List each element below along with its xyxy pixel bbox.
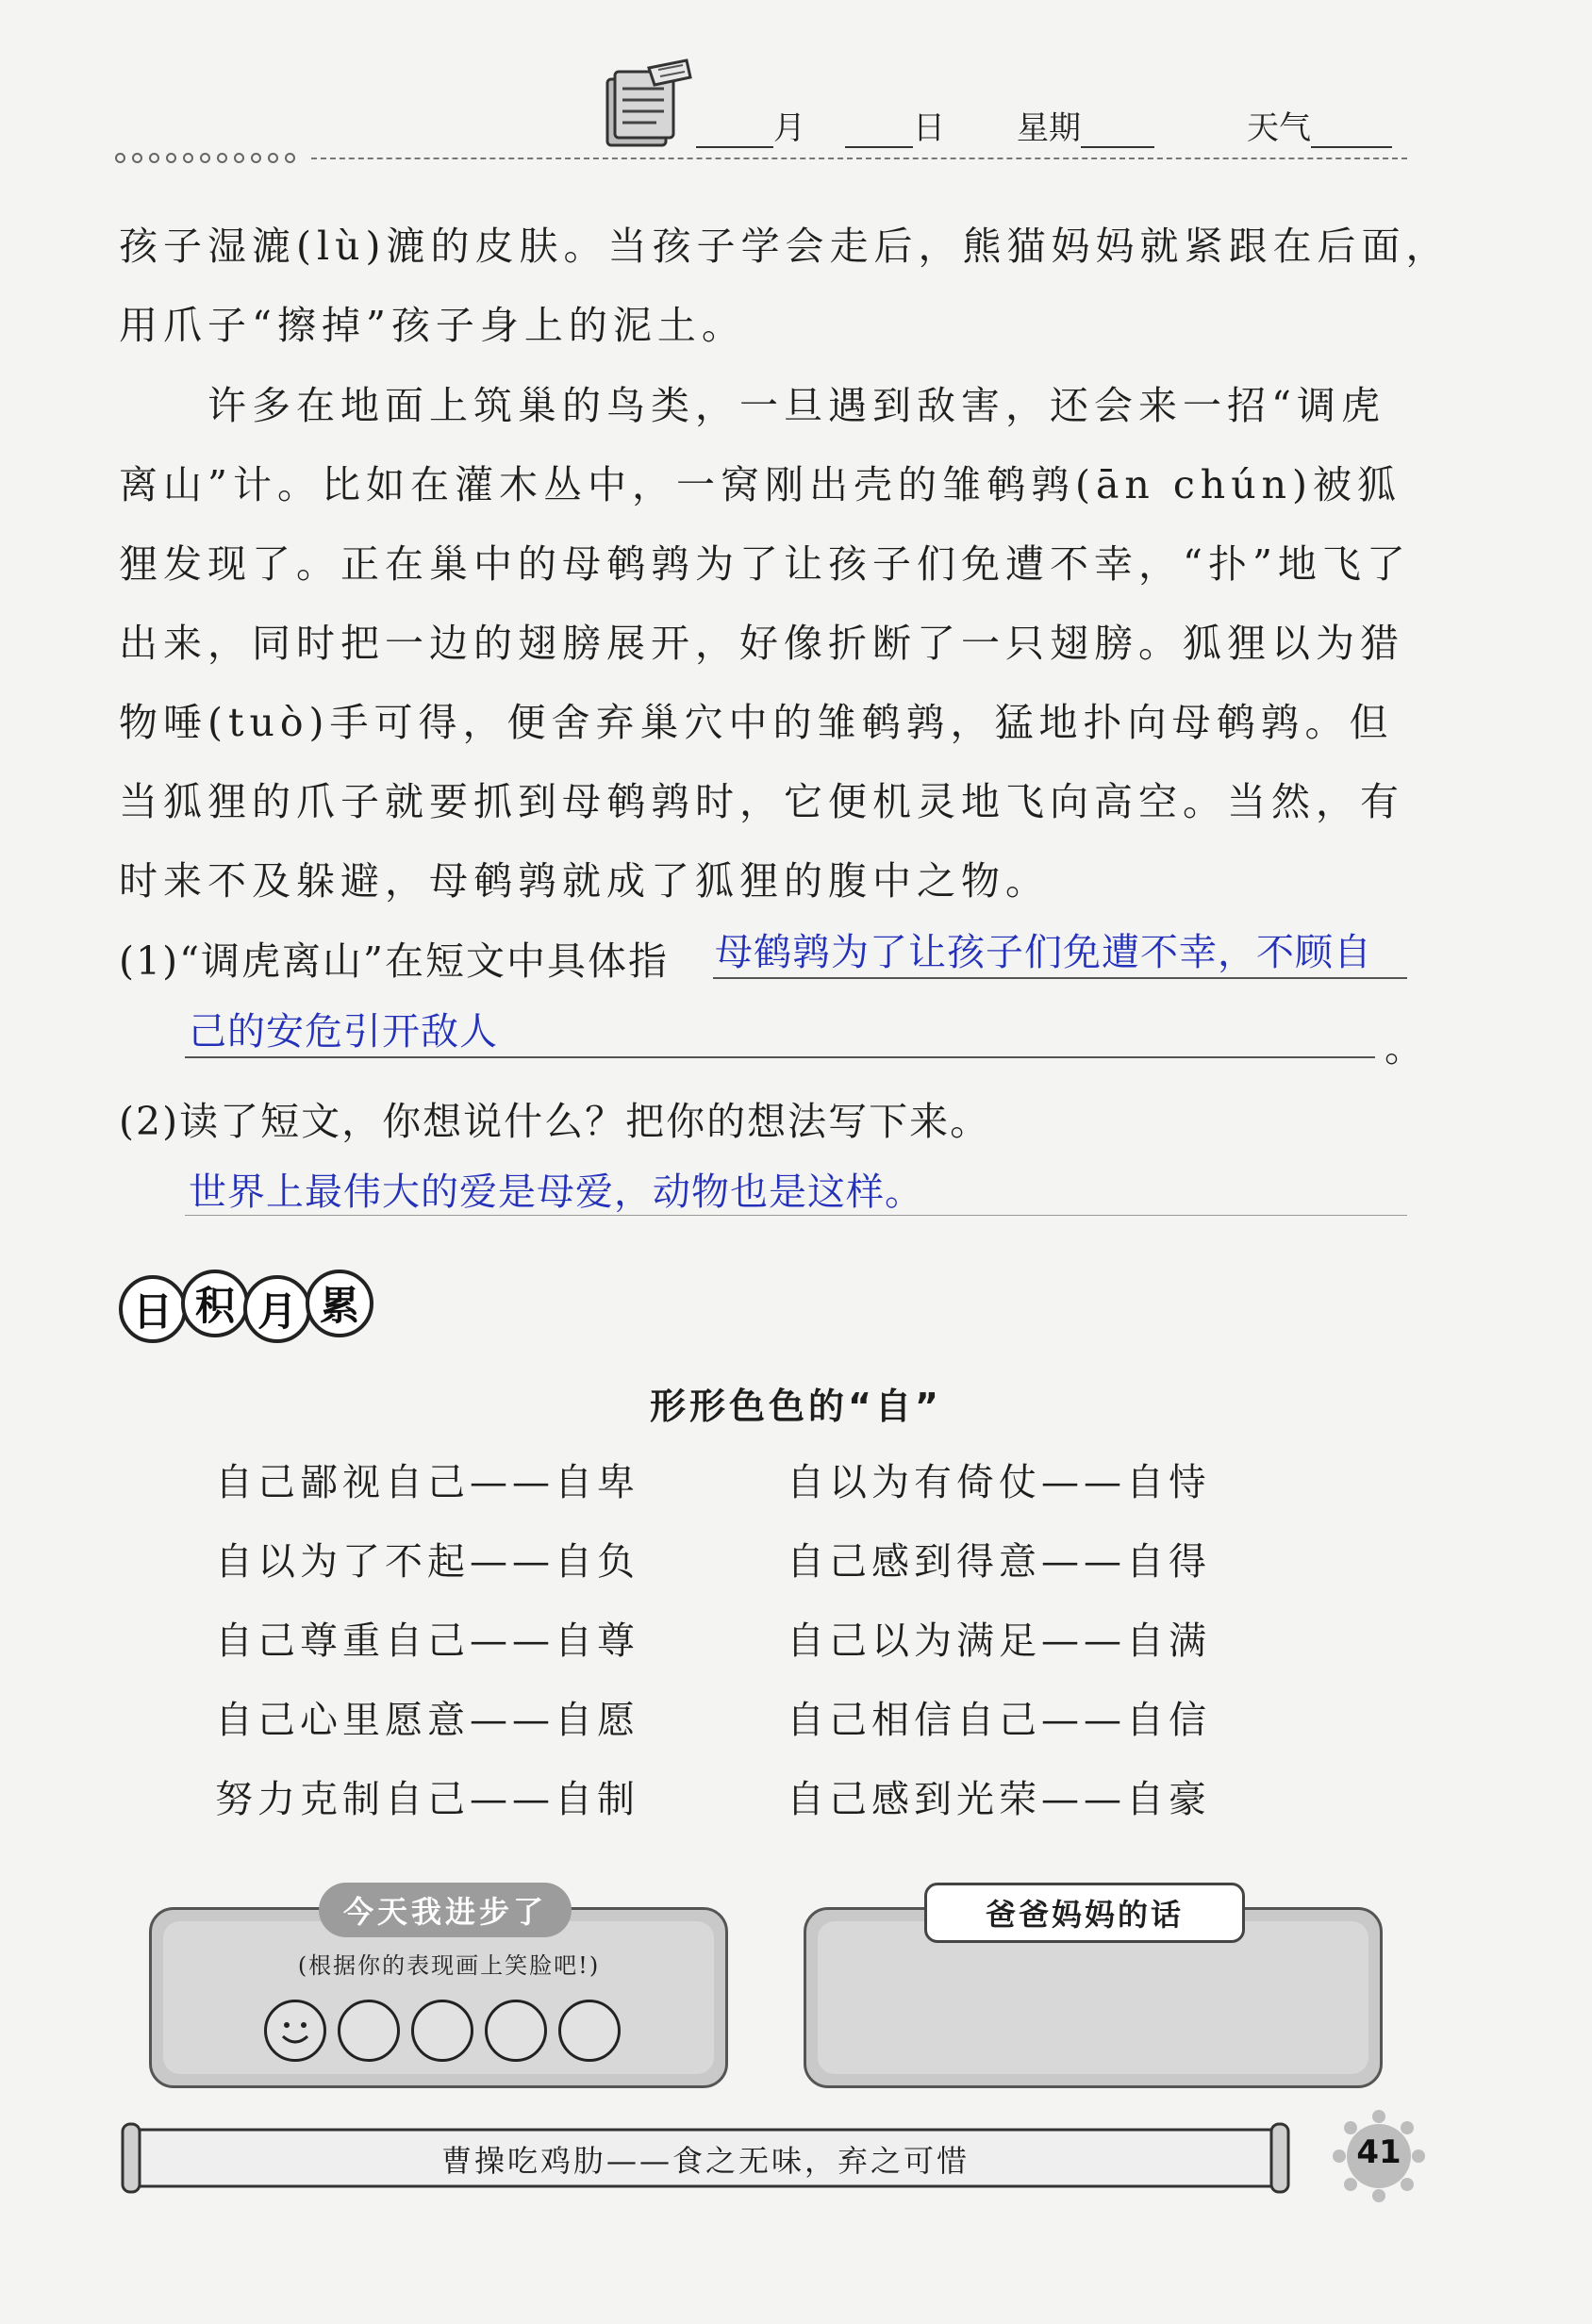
idiom-item: 自己以为满足——自满	[787, 1619, 1211, 1663]
empty-face-circle[interactable]	[338, 2000, 400, 2062]
page-number: 41	[1356, 2133, 1401, 2171]
idiom-item: 自己尊重自己——自尊	[215, 1619, 639, 1663]
empty-face-circle[interactable]	[485, 2000, 547, 2062]
badge-char: 日	[119, 1275, 187, 1343]
idiom-item: 自己感到得意——自得	[787, 1540, 1211, 1584]
passage-line: 孩子湿漉(lù)漉的皮肤。当孩子学会走后，熊猫妈妈就紧跟在后面，	[119, 224, 1451, 269]
footer-saying: 曹操吃鸡肋——食之无味，弃之可惜	[440, 2143, 970, 2179]
badge-char: 积	[181, 1270, 249, 1337]
passage-line: 用爪子“擦掉”孩子身上的泥土。	[119, 303, 746, 348]
smiley-faces	[264, 2000, 621, 2062]
question-1-answer-line-2: 己的安危引开敌人	[189, 1010, 498, 1054]
answer-line	[185, 1215, 1407, 1216]
section-badge	[119, 1275, 368, 1343]
question-2-answer: 世界上最伟大的爱是母爱，动物也是这样。	[189, 1170, 923, 1214]
idiom-item: 自己鄙视自己——自卑	[215, 1461, 639, 1504]
header-dots	[115, 153, 295, 163]
answer-line	[713, 977, 1407, 979]
answer-line	[185, 1056, 1375, 1058]
parents-box-title: 爸爸妈妈的话	[924, 1883, 1245, 1943]
question-1-end-mark: 。	[1385, 1025, 1429, 1071]
idiom-item: 自己心里愿意——自愿	[215, 1699, 639, 1742]
idiom-item: 自以为了不起——自负	[215, 1540, 639, 1584]
smiley-face-icon[interactable]	[264, 2000, 326, 2062]
badge-char: 累	[306, 1270, 373, 1337]
weather: 天气	[1247, 102, 1392, 148]
section-title: 形形色色的“自”	[650, 1386, 942, 1427]
empty-face-circle[interactable]	[558, 2000, 621, 2062]
idiom-item: 自己相信自己——自信	[787, 1699, 1211, 1742]
badge-char: 月	[243, 1275, 311, 1343]
idiom-item: 自己感到光荣——自豪	[787, 1778, 1211, 1821]
progress-box-subtitle: (根据你的表现画上笑脸吧!)	[297, 1952, 601, 1979]
idiom-item: 自以为有倚仗——自恃	[787, 1461, 1211, 1504]
question-1-answer-line-1: 母鹤鹑为了让孩子们免遭不幸，不顾自	[715, 931, 1372, 974]
empty-face-circle[interactable]	[411, 2000, 473, 2062]
date-weekday: 星期	[1017, 102, 1154, 148]
notebook-icon	[600, 58, 694, 149]
question-1-prompt: (1)“调虎离山”在短文中具体指	[119, 938, 669, 984]
date-day: 日	[845, 102, 945, 148]
passage-paragraph: 许多在地面上筑巢的鸟类，一旦遇到敌害，还会来一招“调虎离山”计。比如在灌木丛中，一窝刚出壳的雏鹌鹑(ān chún)被狐狸发现了。正在巢中的母鹌鹑为了让孩子们免遭不幸，“扑”地飞了出来，同时把一边的翅膀展开，好像折断了一只翅膀。狐狸以为猎物唾(tuò)手可得，便舍弃巢穴中的雏鹌鹑，猛地扑向母鹌鹑。但当狐狸的爪子就要抓到母鹌鹑时，它便机灵地飞向高空。当然，有时来不及躲避，母鹌鹑就成了狐狸的腹中之物。	[119, 383, 1411, 904]
question-2-prompt: (2)读了短文，你想说什么？把你的想法写下来。	[119, 1099, 991, 1144]
idiom-item: 努力克制自己——自制	[215, 1778, 639, 1821]
header-rule	[311, 158, 1407, 159]
progress-box-title: 今天我进步了	[319, 1883, 572, 1937]
date-month: 月	[696, 102, 805, 148]
